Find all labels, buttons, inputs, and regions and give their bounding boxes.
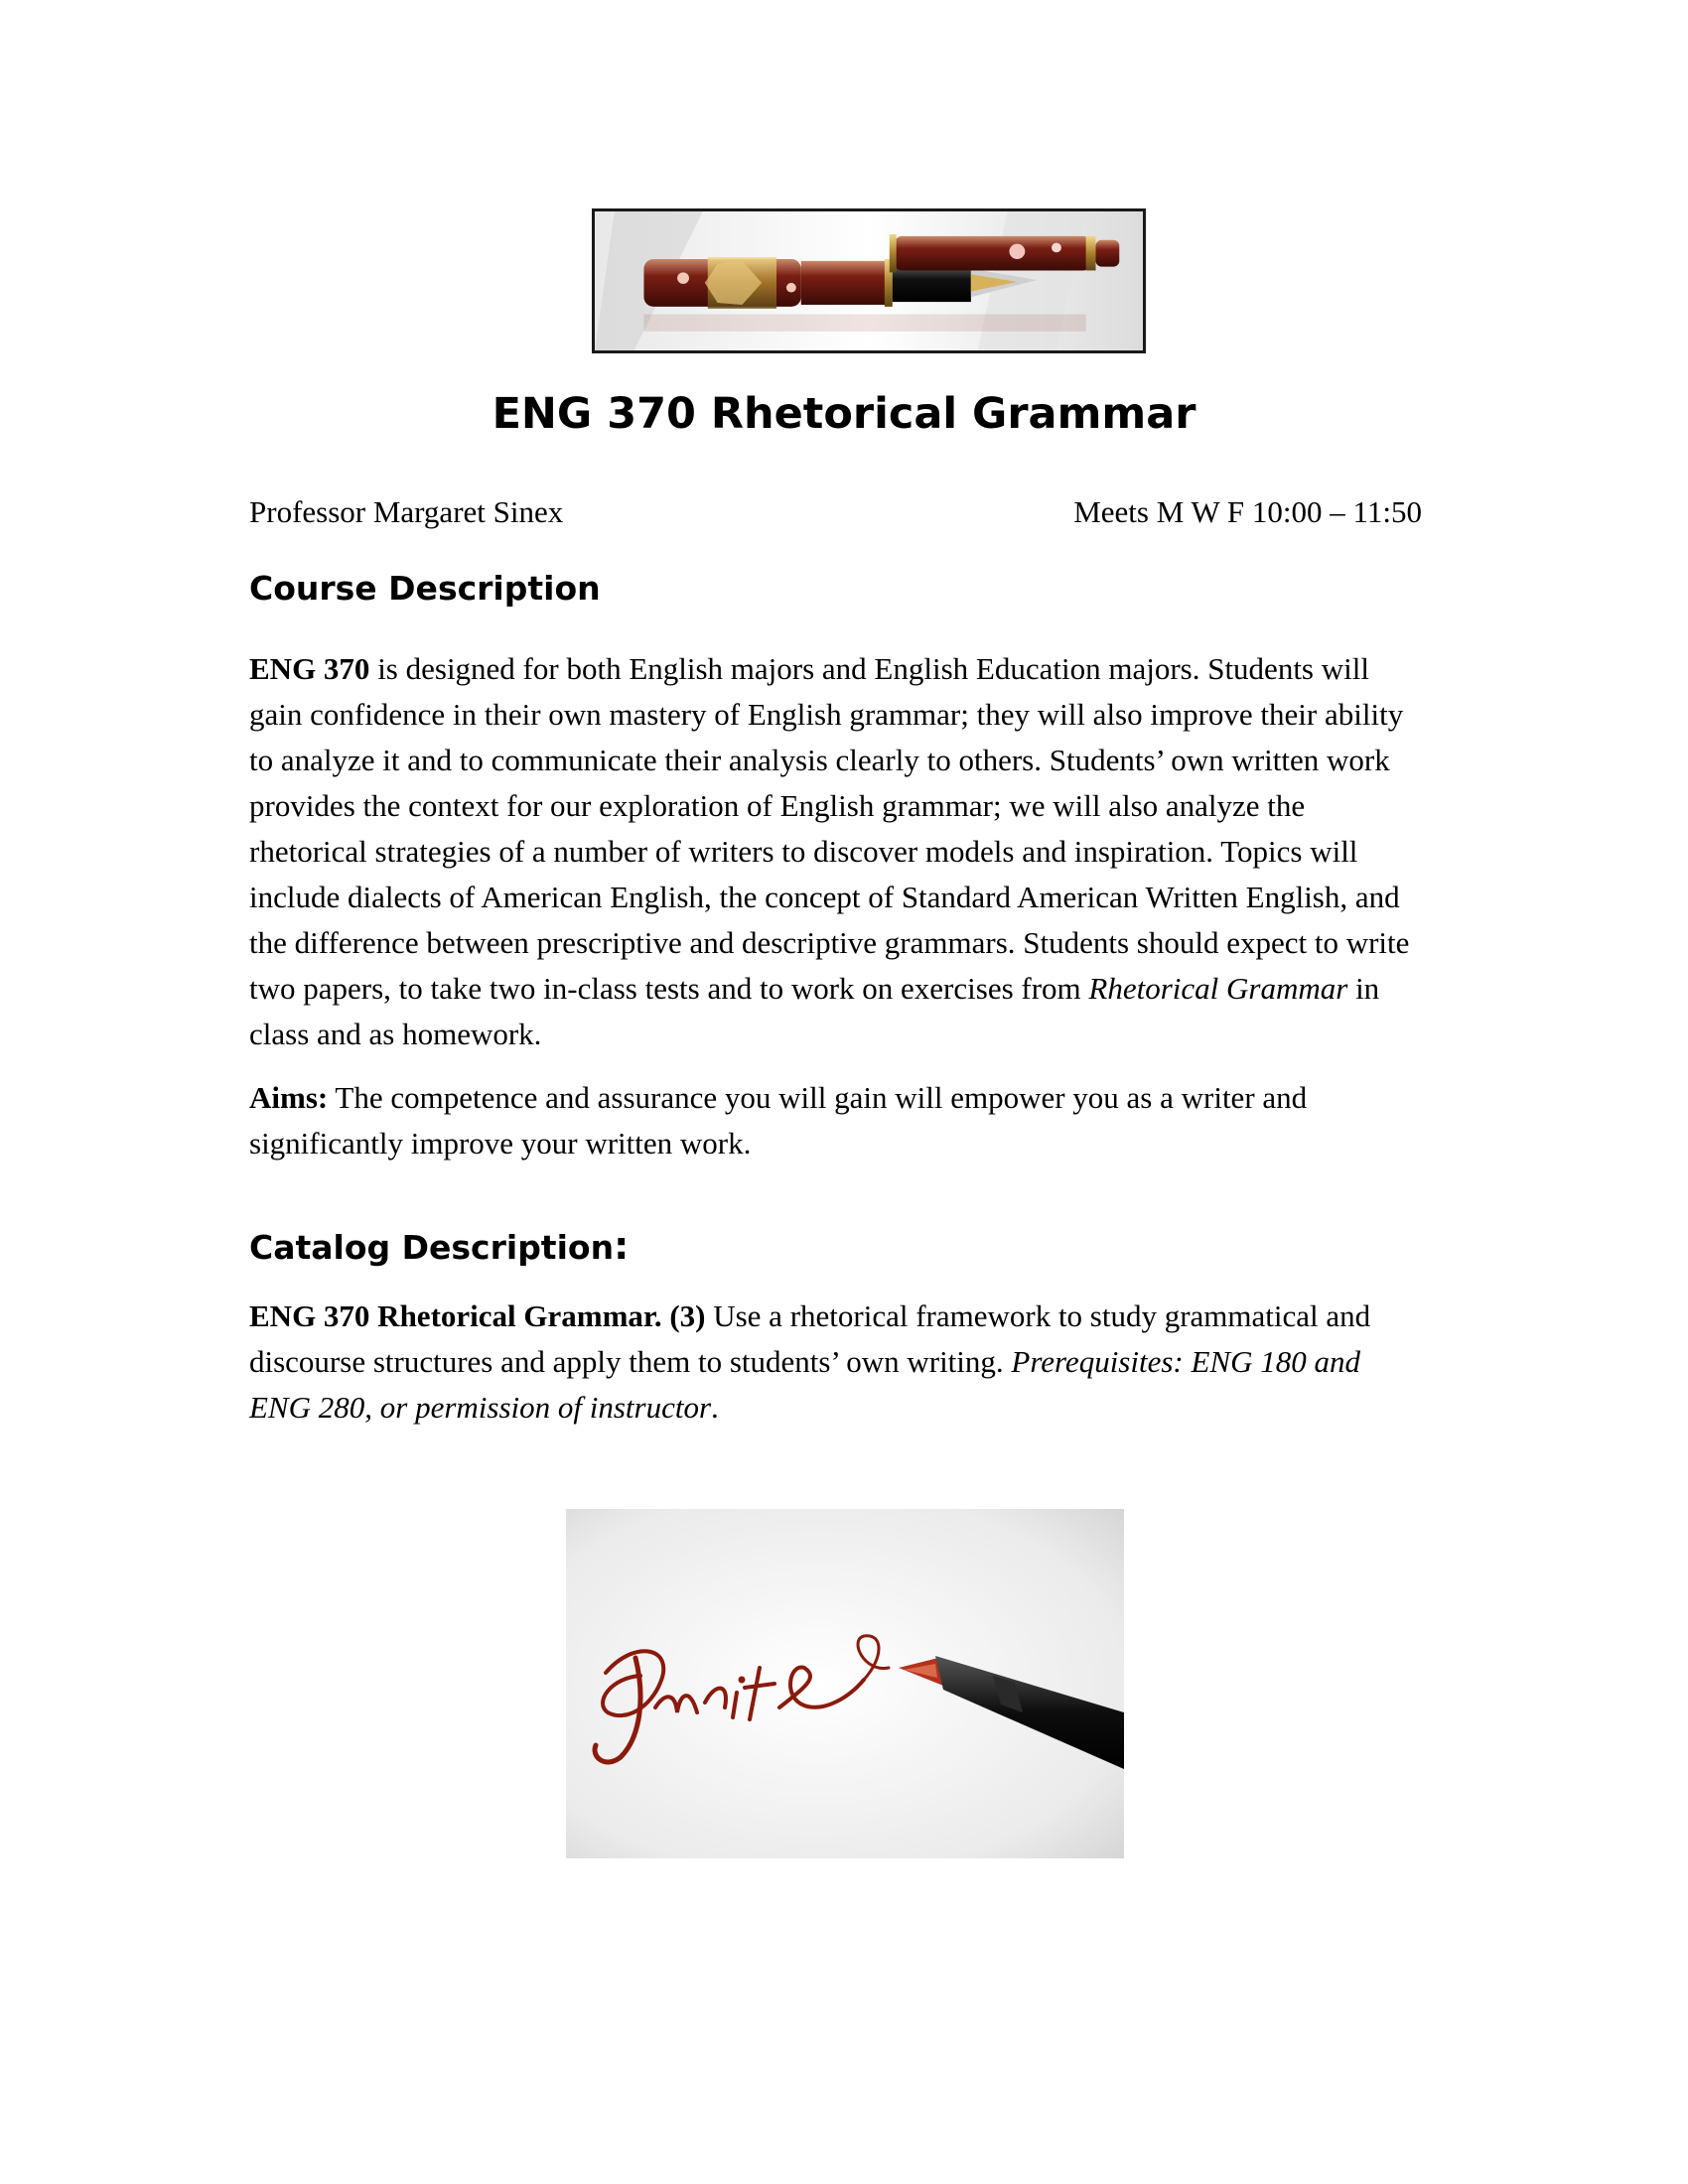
aims-text: The competence and assurance you will gain will empower you as a writer and significantly improve your written work. — [249, 1080, 1308, 1160]
course-description-heading: Course Description — [249, 569, 601, 608]
course-description-text-1: is designed for both English majors and English Education majors. Students will gain confidence in their own mastery of English grammar; they will also improve their ability to analyze it and to communicate their analysis clearly to others. Students’ own written work provides the context for our exploration of English grammar; we will also analyze the rhetorical strategies of a number of writers to discover models and inspiration. Topics will include dialects of American English, the concept of Standard American Written English, and the difference between prescriptive and descriptive grammars. Students should expect to write two papers, to take two in-class tests and to work on exercises from — [249, 651, 1410, 1006]
course-meta-row — [249, 494, 1422, 530]
catalog-heading-colon: : — [614, 1224, 630, 1268]
catalog-description-paragraph — [249, 1294, 1429, 1431]
document-title: ENG 370 Rhetorical Grammar — [492, 389, 1196, 439]
write-calligraphy-image — [566, 1509, 1124, 1858]
prerequisites: Prerequisites: ENG 180 and ENG 280, or permission of instructor — [249, 1344, 1360, 1425]
fountain-pen-image — [592, 208, 1146, 353]
catalog-description-heading — [249, 1224, 629, 1268]
catalog-text: Use a rhetorical framework to study grammatical and discourse structures and apply them to students’ own writing. — [249, 1298, 1371, 1379]
aims-label: Aims: — [249, 1080, 329, 1115]
meeting-times: Meets M W F 10:00 – 11:50 — [1073, 494, 1422, 529]
professor-name: Professor Margaret Sinex — [249, 494, 564, 529]
course-code: ENG 370 — [249, 651, 370, 686]
course-description-paragraph — [249, 646, 1429, 1057]
catalog-heading-text: Catalog Description — [249, 1228, 615, 1267]
book-title: Rhetorical Grammar — [1088, 971, 1348, 1006]
catalog-entry-title: ENG 370 Rhetorical Grammar. (3) — [249, 1298, 706, 1333]
aims-paragraph — [249, 1075, 1429, 1166]
catalog-end-period: . — [711, 1390, 719, 1425]
course-description-text-2: in class and as homework. — [249, 971, 1380, 1051]
